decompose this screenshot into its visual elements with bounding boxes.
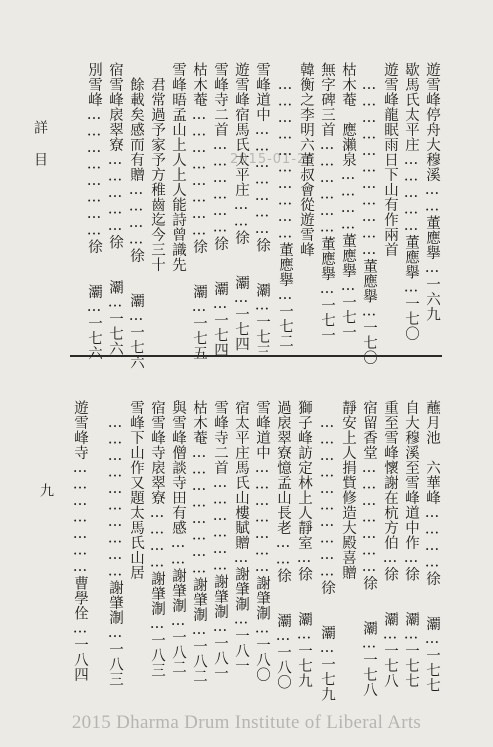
toc-entry: 雪峰道中…………………徐 㶚…一七三	[254, 62, 270, 359]
toc-entry: ……………………………董應擧…一七〇	[361, 77, 377, 365]
toc-entry: 宿雪峰寺扆翠寮…………謝肇淛…一八三	[149, 400, 165, 678]
toc-entry: 君常過予家予方稚齒迄今三十	[149, 77, 165, 272]
toc-entry: 重至雪峰懷謝在杭方伯…徐 㶚…一七八	[382, 400, 398, 688]
toc-entry: 宿太平庄馬氏山樓賦贈…謝肇淛…一八一	[233, 400, 249, 673]
running-header: 詳 目	[32, 120, 48, 168]
toc-entry: 雪峰寺二首………………徐 㶚…一七四	[212, 62, 228, 358]
toc-entry: 與雪峰僧談寺田有感……謝肇淛…一八二	[170, 400, 186, 675]
toc-entry: 枯木菴……………………謝肇淛…一八二	[191, 400, 207, 684]
toc-entry: 獅子峰訪定林上人靜室…徐 㶚…一七九	[296, 400, 312, 688]
toc-entry: 雪峰寺二首………………謝肇淛…一八一	[212, 400, 228, 681]
toc-entry: 無字碑三首………………董應擧…一七一	[319, 62, 335, 343]
footer-watermark: 2015 Dharma Drum Institute of Liberal Arts	[71, 712, 422, 733]
toc-entry: 遊雪峰龍眠雨日下山有作兩首	[382, 62, 398, 257]
toc-entry: 別雪峰……………………徐 㶚…一七六	[86, 62, 102, 361]
toc-entry: 宿留香堂…………………徐 㶚…一七八	[361, 400, 377, 697]
toc-entry: 枯木菴……………………徐 㶚…一七五	[191, 62, 207, 361]
toc-entry: 韓衡之李明六董叔會從遊雪峰	[298, 62, 314, 257]
toc-entry: 歇馬氏太平庄……………董應擧…一七〇	[403, 62, 419, 341]
toc-entry: 宿雪峰扆翠寮……………徐 㶚…一七六	[107, 62, 123, 356]
toc-entry: 雪峰道中…………………謝肇淛…一八〇	[254, 400, 270, 682]
toc-entry: 枯木菴 應瀨泉…………董應擧…一七一	[340, 62, 356, 340]
toc-entry: 餘載矣感而有贈…………徐 㶚…一七六	[128, 77, 144, 370]
watermark-date: 2015-01-26	[230, 152, 316, 167]
page-number: 九	[38, 483, 54, 497]
toc-entry: 自大穆溪至雪峰道中作…徐 㶚…一七七	[403, 400, 419, 688]
toc-entry: 雪峰下山作又題太馬氏山居	[128, 400, 144, 580]
section-divider	[70, 355, 442, 357]
toc-entry: …………………………謝肇淛…一八三	[107, 415, 123, 687]
toc-entry: 遊雪峰宿馬氏太平庄……徐 㶚…一七四	[233, 62, 249, 352]
toc-entry: 雪峰晤孟山上人上人能詩曾識先	[170, 62, 186, 272]
toc-entry: 過扆翠寮憶孟山長老……徐 㶚…一八〇	[275, 400, 291, 690]
toc-entry: 蘸月池 六華峰…………徐 㶚…一七七	[424, 400, 440, 693]
toc-entry: …………………………徐 㶚…一七九	[319, 415, 335, 702]
toc-entry: …………………………董應擧…一七二	[277, 77, 293, 349]
toc-entry: 遊雪峰寺…………………曹學佺…一八四	[72, 400, 88, 682]
toc-entry: 遊雪峰停舟大穆溪……董應擧…一六九	[424, 62, 440, 322]
toc-entry: 靜安上人捐貲修造大殿喜贈	[340, 400, 356, 580]
